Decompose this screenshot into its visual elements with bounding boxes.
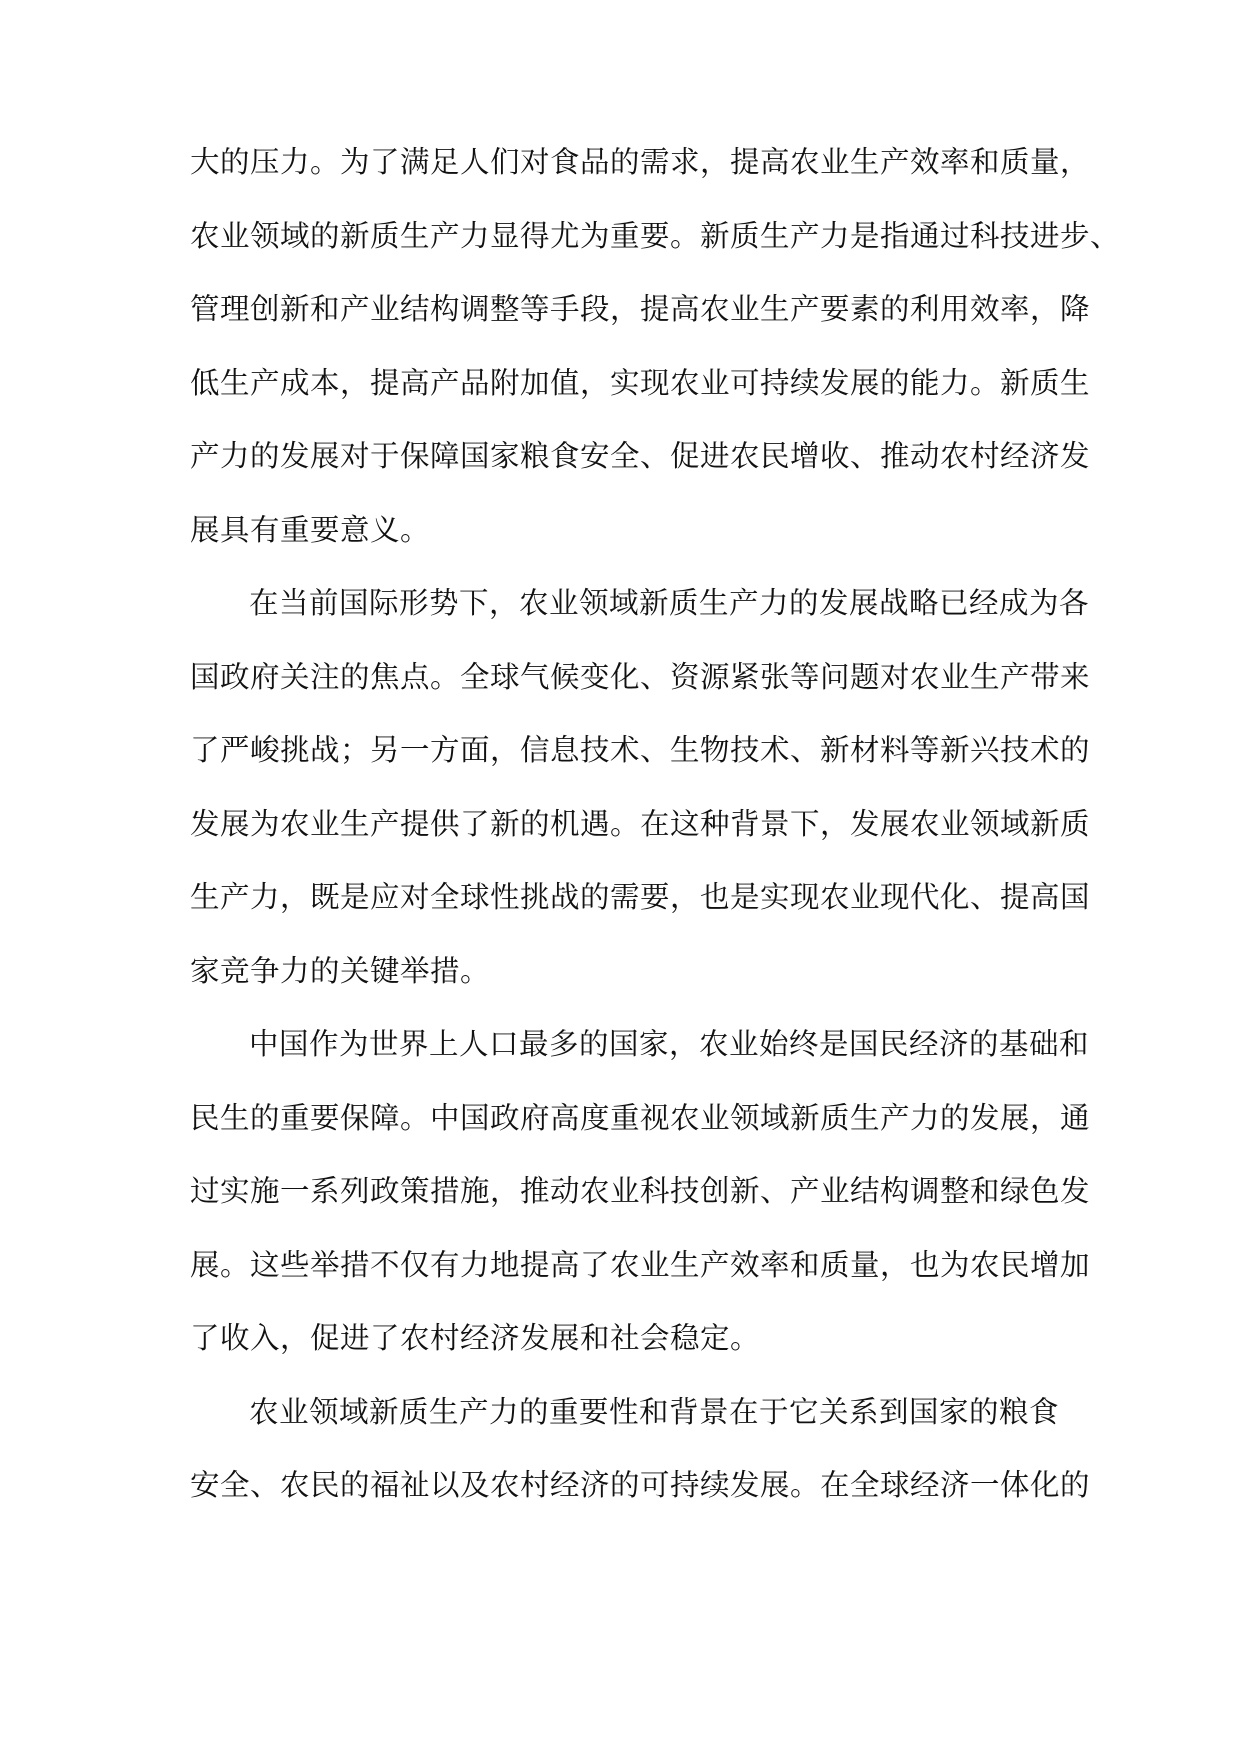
text-line: 展。这些举措不仅有力地提高了农业生产效率和质量，也为农民增加: [190, 1247, 1091, 1282]
text-line: 家竞争力的关键举措。: [190, 953, 491, 988]
text-line: 管理创新和产业结构调整等手段，提高农业生产要素的利用效率，降: [190, 292, 1091, 326]
text-line: 产力的发展对于保障国家粮食安全、促进农民增收、推动农村经济发: [190, 439, 1091, 473]
paragraph-first-line: 农业领域新质生产力的重要性和背景在于它关系到国家的粮食: [249, 1394, 1060, 1429]
text-line: 低生产成本，提高产品附加值，实现农业可持续发展的能力。新质生: [190, 365, 1091, 400]
text-line: 农业领域的新质生产力显得尤为重要。新质生产力是指通过科技进步、: [190, 218, 1121, 253]
text-line: 安全、农民的福祉以及农村经济的可持续发展。在全球经济一体化的: [190, 1468, 1091, 1502]
text-line: 过实施一系列政策措施，推动农业科技创新、产业结构调整和绿色发: [190, 1174, 1091, 1208]
text-line: 国政府关注的焦点。全球气候变化、资源紧张等问题对农业生产带来: [190, 659, 1091, 694]
text-line: 了严峻挑战；另一方面，信息技术、生物技术、新材料等新兴技术的: [190, 733, 1091, 767]
text-line: 发展为农业生产提供了新的机遇。在这种背景下，发展农业领域新质: [190, 806, 1091, 841]
text-line: 生产力，既是应对全球性挑战的需要，也是实现农业现代化、提高国: [190, 880, 1091, 914]
text-line: 大的压力。为了满足人们对食品的需求，提高农业生产效率和质量，: [190, 145, 1091, 179]
body-text: [190, 141, 1121, 1538]
text-line: 了收入，促进了农村经济发展和社会稳定。: [190, 1321, 761, 1355]
text-line: 民生的重要保障。中国政府高度重视农业领域新质生产力的发展，通: [190, 1100, 1091, 1135]
paragraph-first-line: 中国作为世界上人口最多的国家，农业始终是国民经济的基础和: [249, 1027, 1090, 1061]
paragraph-first-line: 在当前国际形势下，农业领域新质生产力的发展战略已经成为各: [249, 586, 1090, 620]
text-line: 展具有重要意义。: [190, 512, 431, 547]
